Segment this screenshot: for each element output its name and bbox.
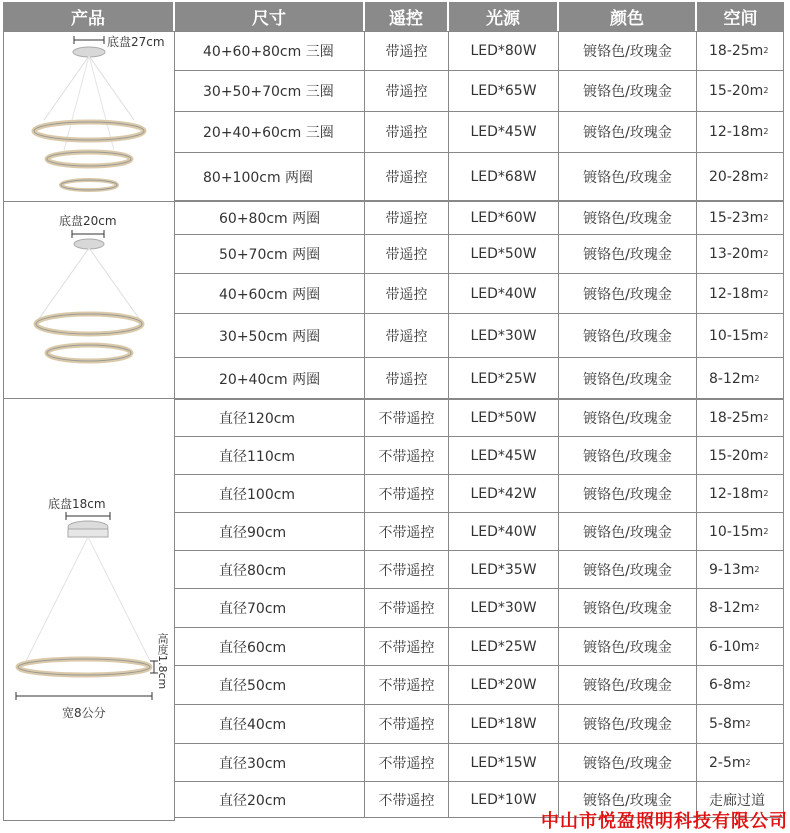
single-ring-chandelier-image: [4, 399, 174, 820]
header-space: 空间: [697, 2, 784, 31]
space-cell: 15-23m 2: [697, 202, 784, 234]
color-cell: 镀铬色/玫瑰金: [559, 358, 697, 399]
rows-group-single-ring: [175, 398, 784, 818]
size-cell: 20+40+60cm 三圈: [175, 112, 365, 152]
color-cell: 镀铬色/玫瑰金: [559, 235, 697, 273]
space-cell: 9-13m 2: [697, 551, 784, 588]
light-source-cell: LED*42W: [449, 475, 559, 512]
space-cell: 2-5m 2: [697, 744, 784, 781]
size-cell: 40+60cm 两圈: [175, 274, 365, 313]
remote-cell: 不带遥控: [365, 705, 449, 743]
space-cell: 10-15m 2: [697, 513, 784, 550]
size-cell: 30+50cm 两圈: [175, 314, 365, 357]
size-cell: 直径70cm: [175, 589, 365, 627]
space-cell: 12-18m 2: [697, 475, 784, 512]
color-cell: 镀铬色/玫瑰金: [559, 399, 697, 436]
size-cell: 50+70cm 两圈: [175, 235, 365, 273]
light-source-cell: LED*40W: [449, 513, 559, 550]
light-source-cell: LED*60W: [449, 202, 559, 234]
header-light-source: 光源: [449, 2, 559, 31]
light-source-cell: LED*40W: [449, 274, 559, 313]
base-size-label: 底盘18cm: [48, 497, 106, 511]
remote-cell: 带遥控: [365, 274, 449, 313]
table-row: [175, 589, 784, 628]
header-size: 尺寸: [175, 2, 365, 31]
remote-cell: 不带遥控: [365, 551, 449, 588]
size-cell: 直径110cm: [175, 437, 365, 474]
header-color: 颜色: [559, 2, 697, 31]
company-watermark: 中山市悦盈照明科技有限公司: [541, 811, 788, 832]
remote-cell: 带遥控: [365, 314, 449, 357]
size-cell: 直径90cm: [175, 513, 365, 550]
space-cell: 5-8m 2: [697, 705, 784, 743]
table-row: [175, 437, 784, 475]
space-cell: 8-12m 2: [697, 589, 784, 627]
table-row: [175, 358, 784, 400]
remote-cell: 不带遥控: [365, 399, 449, 436]
table-row: [175, 744, 784, 782]
product-cell-two-ring: [3, 201, 175, 399]
color-cell: 镀铬色/玫瑰金: [559, 666, 697, 704]
table-row: [175, 398, 784, 437]
width-label: 宽8公分: [62, 706, 106, 720]
space-cell: 8-12m 2: [697, 358, 784, 399]
space-cell: 走廊过道: [697, 782, 784, 817]
space-cell: 12-18m 2: [697, 274, 784, 313]
space-cell: 15-20m 2: [697, 437, 784, 474]
light-source-cell: LED*50W: [449, 399, 559, 436]
size-cell: 20+40cm 两圈: [175, 358, 365, 399]
color-cell: 镀铬色/玫瑰金: [559, 628, 697, 665]
size-cell: 30+50+70cm 三圈: [175, 71, 365, 111]
table-row: [175, 153, 784, 201]
remote-cell: 不带遥控: [365, 475, 449, 512]
base-size-label: 底盘20cm: [59, 214, 117, 228]
space-cell: 12-18m 2: [697, 112, 784, 152]
height-label: 高度1.8cm: [156, 633, 169, 690]
color-cell: 镀铬色/玫瑰金: [559, 551, 697, 588]
product-cell-three-ring: [3, 31, 175, 202]
color-cell: 镀铬色/玫瑰金: [559, 112, 697, 152]
light-source-cell: LED*30W: [449, 314, 559, 357]
remote-cell: 不带遥控: [365, 666, 449, 704]
space-cell: 10-15m 2: [697, 314, 784, 357]
size-cell: 直径100cm: [175, 475, 365, 512]
remote-cell: 不带遥控: [365, 437, 449, 474]
remote-cell: 带遥控: [365, 71, 449, 111]
light-source-cell: LED*65W: [449, 71, 559, 111]
size-cell: 直径120cm: [175, 399, 365, 436]
table-row: [175, 705, 784, 744]
space-cell: 6-10m 2: [697, 628, 784, 665]
remote-cell: 不带遥控: [365, 628, 449, 665]
header-remote: 遥控: [365, 2, 449, 31]
table-row: [175, 628, 784, 666]
header-product: 产品: [3, 2, 175, 31]
table-row: [175, 274, 784, 314]
size-cell: 直径40cm: [175, 705, 365, 743]
table-row: [175, 112, 784, 153]
light-source-cell: LED*50W: [449, 235, 559, 273]
table-row: [175, 31, 784, 71]
remote-cell: 带遥控: [365, 235, 449, 273]
size-cell: 80+100cm 两圈: [175, 153, 365, 200]
color-cell: 镀铬色/玫瑰金: [559, 705, 697, 743]
color-cell: 镀铬色/玫瑰金: [559, 589, 697, 627]
table-row: [175, 475, 784, 513]
three-ring-chandelier-image: [4, 32, 174, 201]
base-size-label: 底盘27cm: [107, 35, 165, 49]
color-cell: 镀铬色/玫瑰金: [559, 437, 697, 474]
size-cell: 直径20cm: [175, 782, 365, 817]
color-cell: 镀铬色/玫瑰金: [559, 153, 697, 200]
light-source-cell: LED*25W: [449, 628, 559, 665]
color-cell: 镀铬色/玫瑰金: [559, 71, 697, 111]
space-cell: 20-28m 2: [697, 153, 784, 200]
table-row: [175, 513, 784, 551]
color-cell: 镀铬色/玫瑰金: [559, 32, 697, 70]
remote-cell: 不带遥控: [365, 782, 449, 817]
table-row: [175, 314, 784, 358]
color-cell: 镀铬色/玫瑰金: [559, 475, 697, 512]
color-cell: 镀铬色/玫瑰金: [559, 314, 697, 357]
light-source-cell: LED*68W: [449, 153, 559, 200]
space-cell: 18-25m 2: [697, 32, 784, 70]
space-cell: 13-20m 2: [697, 235, 784, 273]
remote-cell: 带遥控: [365, 358, 449, 399]
table-row: [175, 666, 784, 705]
size-cell: 40+60+80cm 三圈: [175, 32, 365, 70]
remote-cell: 不带遥控: [365, 744, 449, 781]
light-source-cell: LED*35W: [449, 551, 559, 588]
size-cell: 直径30cm: [175, 744, 365, 781]
color-cell: 镀铬色/玫瑰金: [559, 274, 697, 313]
light-source-cell: LED*45W: [449, 112, 559, 152]
space-cell: 18-25m 2: [697, 399, 784, 436]
remote-cell: 带遥控: [365, 32, 449, 70]
rows-group-three-ring: [175, 31, 784, 201]
table-row: [175, 71, 784, 112]
size-cell: 60+80cm 两圈: [175, 202, 365, 234]
table-header: [3, 2, 784, 31]
color-cell: 镀铬色/玫瑰金: [559, 202, 697, 234]
product-cell-single-ring: [3, 398, 175, 821]
light-source-cell: LED*25W: [449, 358, 559, 399]
light-source-cell: LED*20W: [449, 666, 559, 704]
remote-cell: 带遥控: [365, 112, 449, 152]
light-source-cell: LED*10W: [449, 782, 559, 817]
rows-group-two-ring: [175, 201, 784, 400]
light-source-cell: LED*45W: [449, 437, 559, 474]
size-cell: 直径60cm: [175, 628, 365, 665]
color-cell: 镀铬色/玫瑰金: [559, 513, 697, 550]
remote-cell: 带遥控: [365, 202, 449, 234]
two-ring-chandelier-image: [4, 202, 174, 398]
light-source-cell: LED*80W: [449, 32, 559, 70]
remote-cell: 带遥控: [365, 153, 449, 200]
size-cell: 直径80cm: [175, 551, 365, 588]
remote-cell: 不带遥控: [365, 589, 449, 627]
color-cell: 镀铬色/玫瑰金: [559, 744, 697, 781]
light-source-cell: LED*15W: [449, 744, 559, 781]
color-cell: 镀铬色/玫瑰金: [559, 782, 697, 817]
remote-cell: 不带遥控: [365, 513, 449, 550]
table-row: [175, 235, 784, 274]
table-row: [175, 201, 784, 235]
space-cell: 6-8m 2: [697, 666, 784, 704]
light-source-cell: LED*30W: [449, 589, 559, 627]
size-cell: 直径50cm: [175, 666, 365, 704]
space-cell: 15-20m 2: [697, 71, 784, 111]
light-source-cell: LED*18W: [449, 705, 559, 743]
table-row: [175, 551, 784, 589]
